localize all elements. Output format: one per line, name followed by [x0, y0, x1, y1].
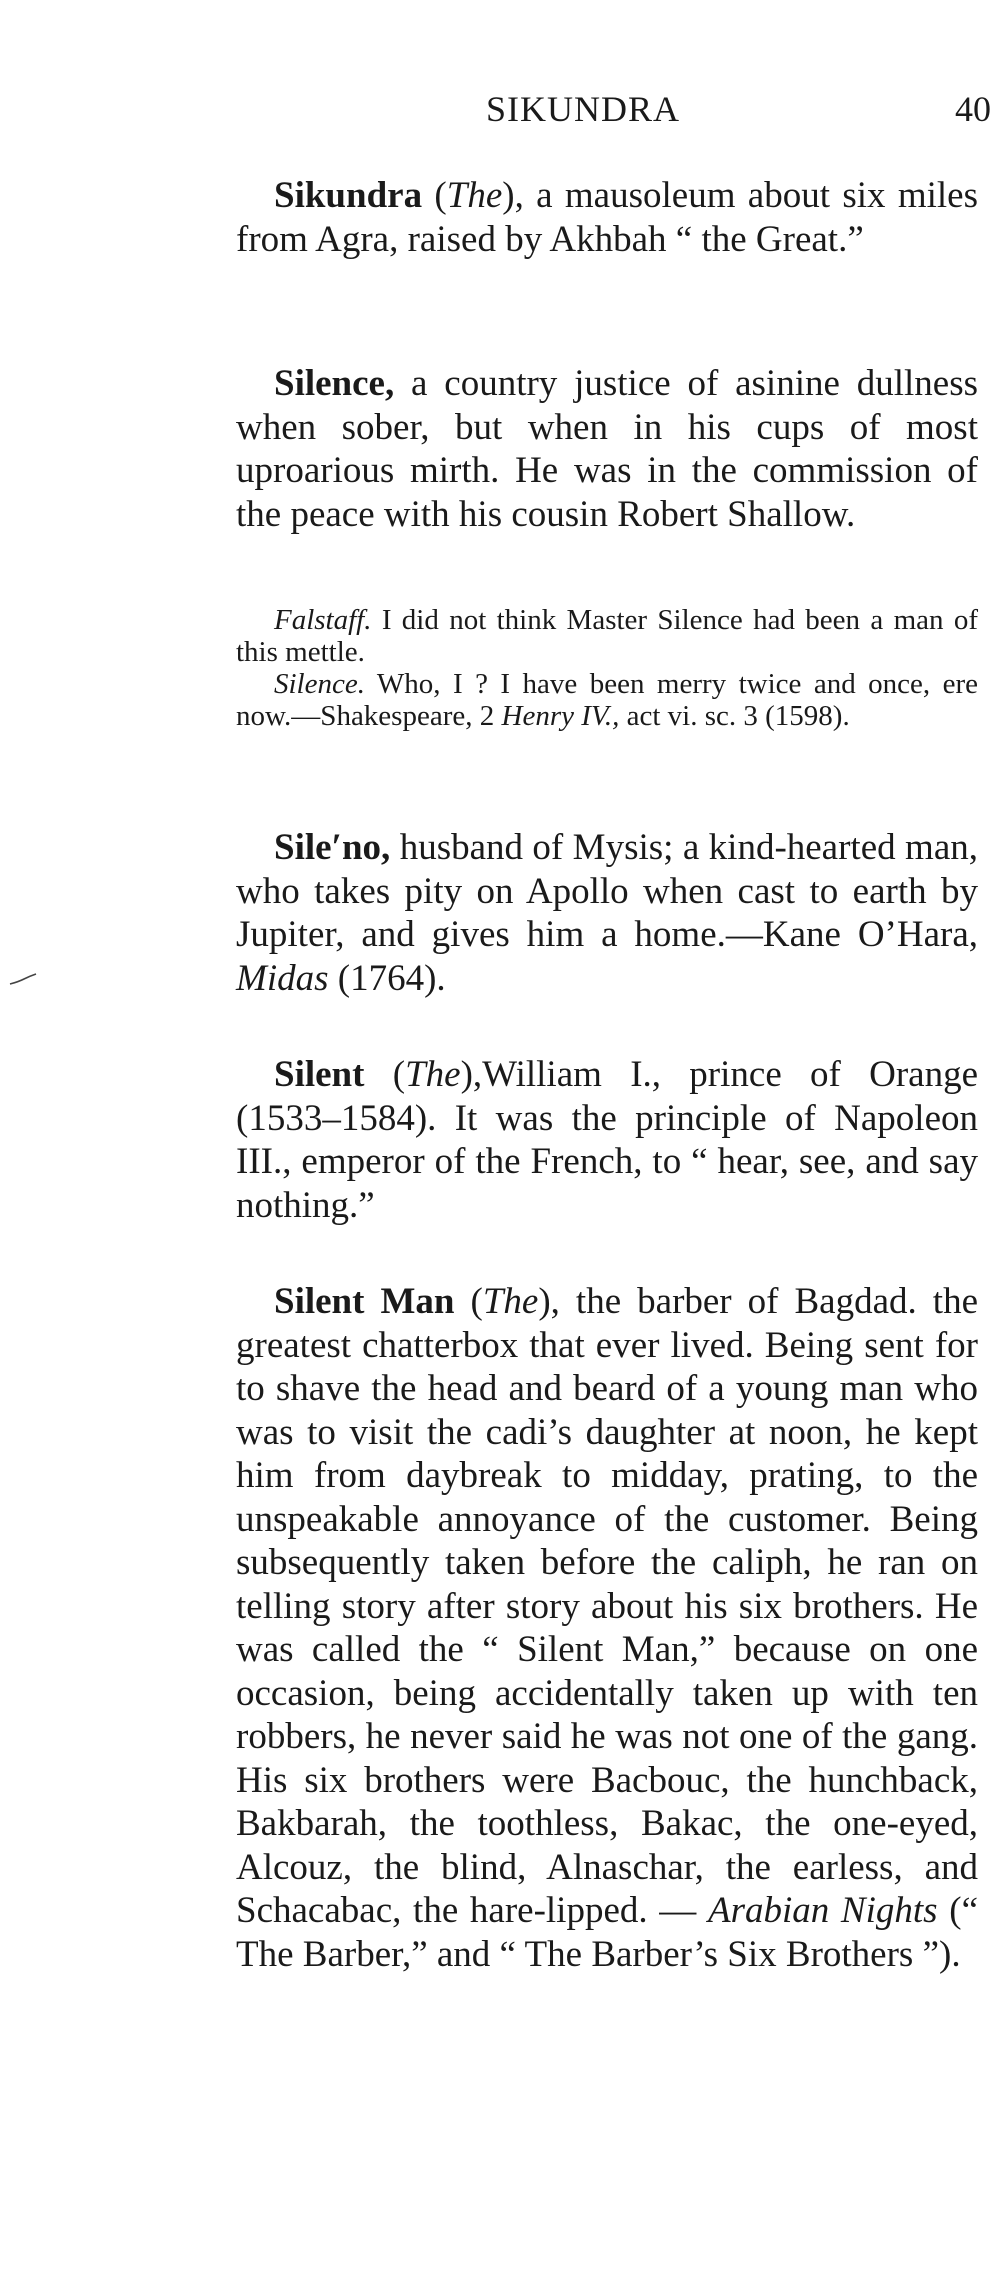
headword: Silent Man: [274, 1281, 455, 1322]
margin-pen-mark: [8, 972, 38, 986]
entry-text: ),William I., prince of Orange (1533–1584). It was the principle of Napoleon III., emperor of the French, to “ hear, see, and say nothing.”: [236, 1054, 978, 1226]
work-title: Arabian Nights: [707, 1890, 938, 1931]
entry-paragraph: [236, 826, 978, 1000]
entry-text: (“ The Barber,” and “ The Barber’s Six Brothers ”).: [236, 1890, 978, 1975]
headword: Silence,: [274, 363, 395, 404]
entry-text: ), a mausoleum about six miles from Agra, raised by Akhbah “ the Great.”: [236, 175, 978, 260]
entry-text: husband of Mysis; a kind-hearted man, who takes pity on Apollo when cast to earth by Jupiter, and gives him a home.—Kane O’Hara,: [236, 827, 978, 955]
entry-text: ), the barber of Bagdad. the greatest chatterbox that ever lived. Being sent for to shave the head and beard of a young man who was to visit the cadi’s daughter at noon, he kept him from daybreak to midday, prating, to the unspeakable annoyance of the customer. Being subsequently taken before the caliph, he ran on telling story after story about his six brothers. He was called the “ Silent Man,” because on one occasion, being accidentally taken up with ten robbers, he never said he was not one of the gang. His six brothers were Bacbouc, the hunchback, Bakbarah, the toothless, Bakac, the one-eyed, Alcouz, the blind, Alnaschar, the earless, and Schacabac, the hare-lipped. —: [236, 1281, 978, 1931]
italic-note: The: [446, 175, 503, 216]
speaker-name: Silence.: [274, 668, 365, 700]
quote-text: act vi. sc. 3 (1598).: [619, 700, 850, 732]
italic-note: The: [405, 1054, 461, 1095]
entry-text: a country justice of asinine dullness when sober, but when in his cups of most uproarious mirth. He was in the commission of the peace with his cousin Robert Shallow.: [236, 363, 978, 535]
entry-paragraph: Silent (The),William I., prince of Orange (1533–1584). It was the principle of Napoleon III., emperor of the French, to “ hear, see, and say nothing.”: [236, 1054, 978, 1226]
work-title: Henry IV.,: [501, 700, 620, 732]
quotation-block: [236, 604, 978, 732]
running-title: SIKUNDRA: [486, 89, 681, 129]
entry-silent: [236, 1053, 978, 1227]
headword: Sikundra: [274, 175, 423, 216]
entry-sileno: [236, 826, 978, 1000]
work-title: Midas: [236, 957, 329, 999]
entry-sikundra: [236, 174, 978, 261]
quote-text: I did not think Master Silence had been a man of this mettle.: [236, 604, 978, 668]
entry-paragraph: Silent Man (The), the barber of Bagdad. the greatest chatterbox that ever lived. Being sent for to shave the head and beard of a young man who was to visit the cadi’s daughter at noon, he kept him from daybreak to midday, prating, to the unspeakable annoyance of the customer. Being subsequently taken before the caliph, he ran on telling story after story about his six brothers. He was called the “ Silent Man,” because on one occasion, being accidentally taken up with ten robbers, he never said he was not one of the gang. His six brothers were Bacbouc, the hunchback, Bakbarah, the toothless, Bakac, the one-eyed, Alcouz, the blind, Alnaschar, the earless, and Schacabac, the hare-lipped. — Arabian Nights (“ The Barber,” and “ The Barber’s Six Brothers ”).: [236, 1281, 978, 1975]
entry-paragraph: [236, 362, 978, 536]
page-number: 40: [955, 89, 991, 129]
quote-text: Who, I ? I have been merry twice and once, ere now.—Shakespeare, 2: [236, 668, 978, 732]
entry-silence: [236, 362, 978, 536]
entry-text: (1764).: [328, 957, 446, 999]
quote-line: [236, 604, 978, 668]
italic-note: The: [482, 1281, 539, 1322]
entry-silent-man: [236, 1280, 978, 1976]
headword: Sile′no,: [274, 827, 391, 868]
speaker-name: Falstaff.: [274, 604, 372, 636]
headword: Silent: [274, 1054, 365, 1095]
quote-line: [236, 668, 978, 732]
entry-paragraph: Sikundra (The), a mausoleum about six miles from Agra, raised by Akhbah “ the Great.”: [236, 175, 978, 260]
